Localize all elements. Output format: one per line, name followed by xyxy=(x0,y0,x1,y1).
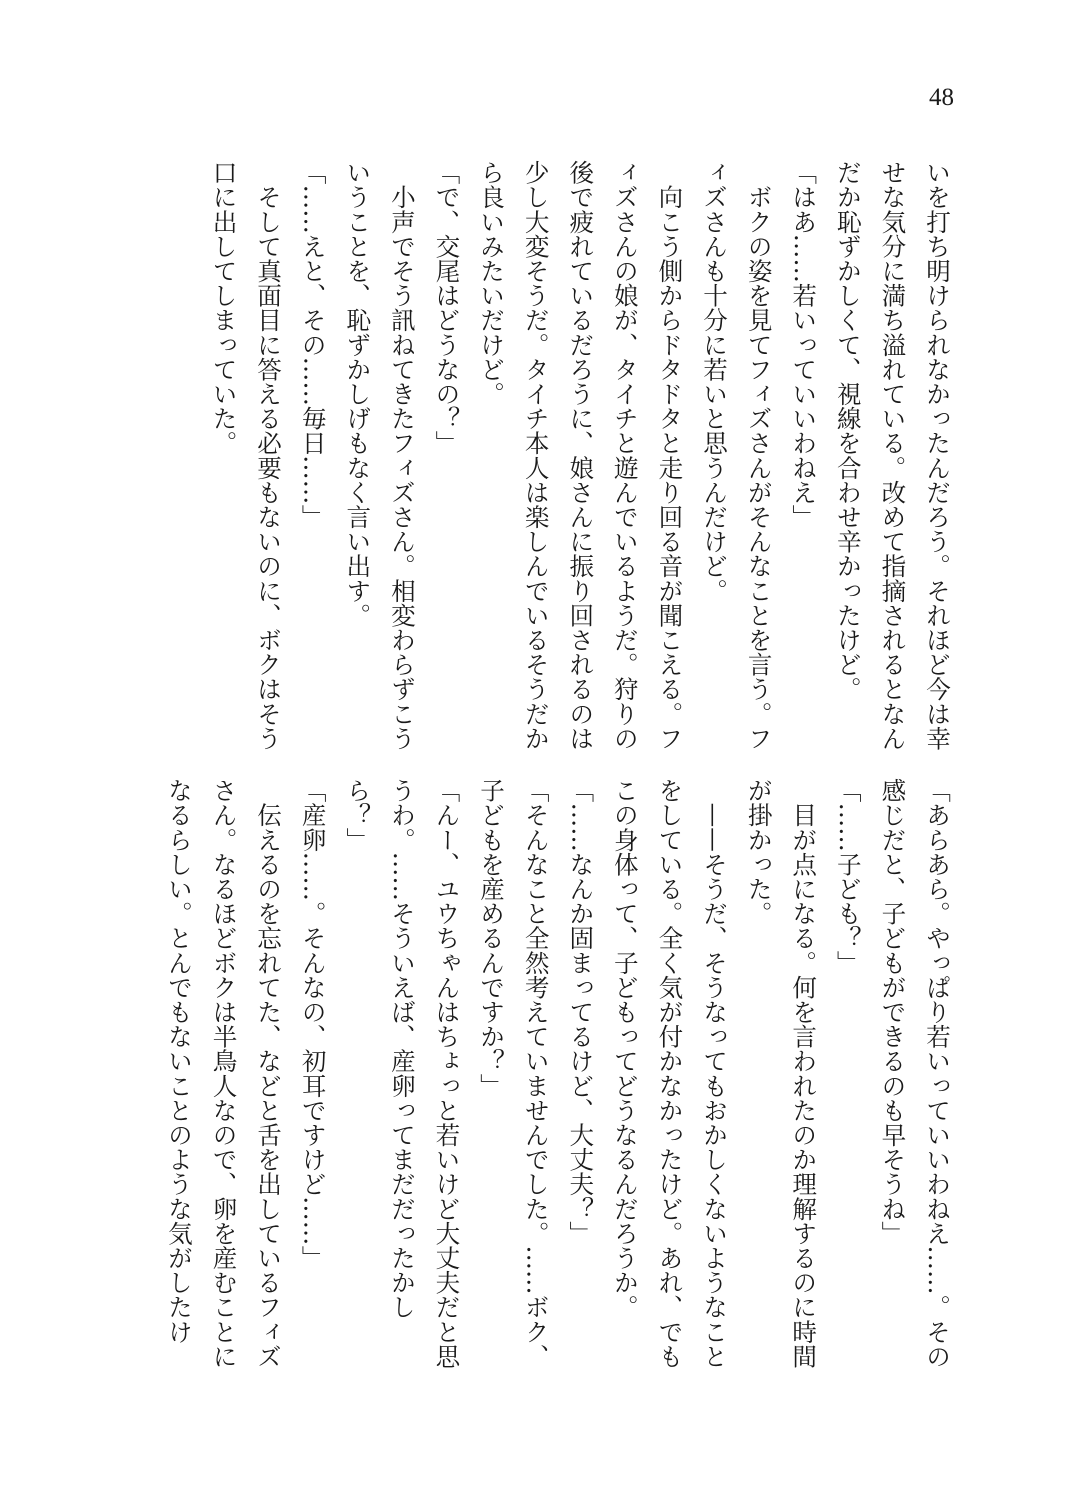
text-line: うわ。……そういえば、産卵ってまだだったかし xyxy=(387,778,417,1320)
text-line: ——そうだ、そうなってもおかしくないようなこと xyxy=(700,778,730,1369)
text-line: 口に出してしまっていた。 xyxy=(209,160,239,456)
text-line: いを打ち明けられなかったんだろう。それほど今は幸 xyxy=(923,160,952,751)
text-block-lower xyxy=(156,778,959,1369)
text-line: 「はあ……若いっていいわねえ」 xyxy=(789,160,819,529)
text-line: 小声でそう訊ねてきたフィズさん。相変わらずこう xyxy=(387,160,417,751)
text-line: ィズさんも十分に若いと思うんだけど。 xyxy=(700,160,730,603)
page-number: 48 xyxy=(929,84,954,111)
text-line: 「そんなこと全然考えていませんでした。……ボク、 xyxy=(521,778,551,1369)
text-line: ら？」 xyxy=(343,778,373,852)
text-block-upper xyxy=(201,160,959,760)
text-line: ら良いみたいだけど。 xyxy=(477,160,507,406)
text-line: なるらしい。とんでもないことのような気がしたけ xyxy=(164,778,194,1344)
text-line: 「……子ども？」 xyxy=(833,778,863,975)
text-line: 「……えと、その……毎日……」 xyxy=(298,160,328,529)
text-line: 向こう側からドタドタと走り回る音が聞こえる。フ xyxy=(655,160,685,751)
text-line: 後で疲れているだろうに、娘さんに振り回されるのは xyxy=(566,160,596,751)
text-line: 「あらあら。やっぱり若いっていいわねえ……。その xyxy=(923,778,952,1369)
text-line: そして真面目に答える必要もないのに、ボクはそう xyxy=(254,160,284,751)
text-line: ィズさんの娘が、タイチと遊んでいるようだ。狩りの xyxy=(610,160,640,751)
text-line: が掛かった。 xyxy=(744,778,774,926)
text-line: 目が点になる。何を言われたのか理解するのに時間 xyxy=(789,778,819,1369)
text-line: 少し大変そうだ。タイチ本人は楽しんでいるそうだか xyxy=(521,160,551,751)
text-line: この身体って、子どもってどうなるんだろうか。 xyxy=(610,778,640,1320)
text-line: 「んー、ユウちゃんはちょっと若いけど大丈夫だと思 xyxy=(432,778,462,1369)
text-line: 「産卵……。そんなの、初耳ですけど……」 xyxy=(298,778,328,1270)
text-line: さん。なるほどボクは半鳥人なので、卵を産むことに xyxy=(209,778,239,1369)
text-line: 伝えるのを忘れてた、などと舌を出しているフィズ xyxy=(254,778,284,1369)
text-line: だか恥ずかしくて、視線を合わせ辛かったけど。 xyxy=(833,160,863,702)
text-line: 「で、交尾はどうなの？」 xyxy=(432,160,462,456)
text-line: 感じだと、子どもができるのも早そうね」 xyxy=(878,778,908,1246)
text-line: 「……なんか固まってるけど、大丈夫？」 xyxy=(566,778,596,1246)
text-line: ボクの姿を見てフィズさんがそんなことを言う。フ xyxy=(744,160,774,751)
text-line: 子どもを産めるんですか？」 xyxy=(477,778,507,1098)
text-line: をしている。全く気が付かなかったけど。あれ、でも xyxy=(655,778,685,1369)
text-line: せな気分に満ち溢れている。改めて指摘されるとなん xyxy=(878,160,908,751)
text-line: いうことを、恥ずかしげもなく言い出す。 xyxy=(343,160,373,628)
